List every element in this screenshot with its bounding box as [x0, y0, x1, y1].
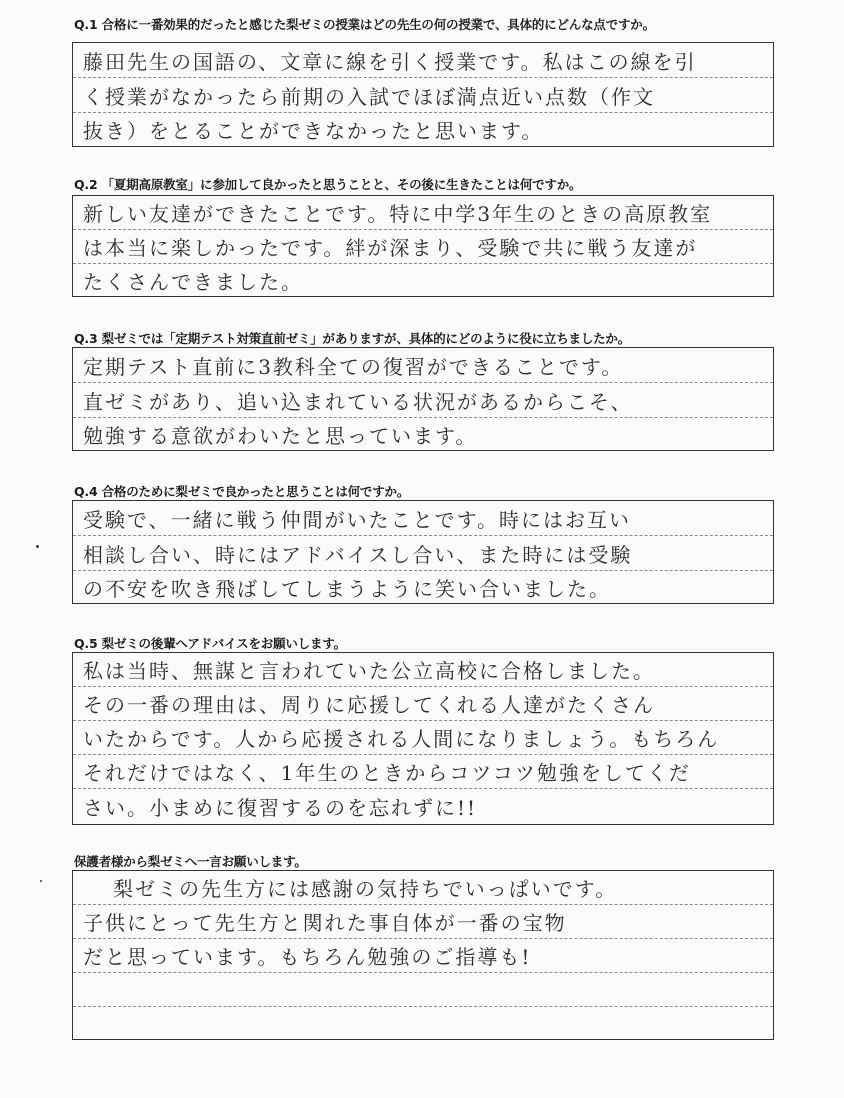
answer-line: 定期テスト直前に3教科全ての復習ができることです。 — [73, 348, 773, 383]
parent-comment-label: 保護者様から梨ゼミへ一言お願いします。 — [74, 854, 307, 869]
question-2-label: Q.2 「夏期高原教室」に参加して良かったと思うことと、その後に生きたことは何ですか。 — [74, 177, 582, 192]
answer-line: 相談し合い、時にはアドバイスし合い、また時には受験 — [73, 536, 773, 571]
answer-line — [73, 1007, 773, 1039]
answer-line: 抜き）をとることができなかったと思います。 — [83, 119, 544, 143]
answer-box-3 — [72, 347, 774, 451]
answer-line: それだけではなく、1年生のときからコツコツ勉強をしてくだ — [73, 755, 773, 789]
answer-box-4 — [72, 500, 774, 604]
answer-box-5 — [72, 652, 774, 825]
answer-line: 子供にとって先生方と関れた事自体が一番の宝物 — [73, 905, 773, 939]
question-1-label: Q.1 合格に一番効果的だったと感じた梨ゼミの授業はどの先生の何の授業で、具体的にどんな点ですか。 — [74, 17, 655, 32]
answer-line: たくさんできました。 — [83, 269, 303, 294]
answer-line: 新しい友達ができたことです。特に中学3年生のときの高原教室 — [73, 196, 773, 230]
answer-line: 藤田先生の国語の、文章に線を引く授業です。私はこの線を引 — [73, 43, 773, 78]
answer-line: だと思っています。もちろん勉強のご指導も! — [73, 939, 773, 973]
question-5-label: Q.5 梨ゼミの後輩へアドバイスをお願いします。 — [74, 636, 346, 651]
answer-line: の不安を吹き飛ばしてしまうように笑い合いました。 — [83, 576, 611, 601]
answer-line: さい。小まめに復習するのを忘れずに!! — [83, 795, 478, 820]
answer-line: 私は当時、無謀と言われていた公立高校に合格しました。 — [73, 653, 773, 687]
answer-line: いたからです。人から応援される人間になりましょう。もちろん — [73, 721, 773, 755]
answer-line: は本当に楽しかったです。絆が深まり、受験で共に戦う友達が — [73, 230, 773, 264]
answer-line: く授業がなかったら前期の入試でほぼ満点近い点数（作文 — [73, 78, 773, 113]
scan-speck — [40, 880, 42, 882]
question-4-label: Q.4 合格のために梨ゼミで良かったと思うことは何ですか。 — [74, 484, 410, 499]
answer-box-parent — [72, 870, 774, 1040]
question-3-label: Q.3 梨ゼミでは「定期テスト対策直前ゼミ」がありますが、具体的にどのように役に立ちましたか。 — [74, 331, 631, 346]
answer-box-2 — [72, 195, 774, 297]
answer-box-1 — [72, 42, 774, 147]
answer-line: 直ゼミがあり、追い込まれている状況があるからこそ、 — [73, 383, 773, 418]
scan-speck — [36, 545, 39, 548]
answer-line — [73, 973, 773, 1007]
answer-line: 勉強する意欲がわいたと思っています。 — [83, 423, 478, 448]
answer-line: 受験で、一緒に戦う仲間がいたことです。時にはお互い — [73, 501, 773, 536]
answer-line: その一番の理由は、周りに応援してくれる人達がたくさん — [73, 687, 773, 721]
answer-line: 梨ゼミの先生方には感謝の気持ちでいっぱいです。 — [73, 871, 773, 905]
